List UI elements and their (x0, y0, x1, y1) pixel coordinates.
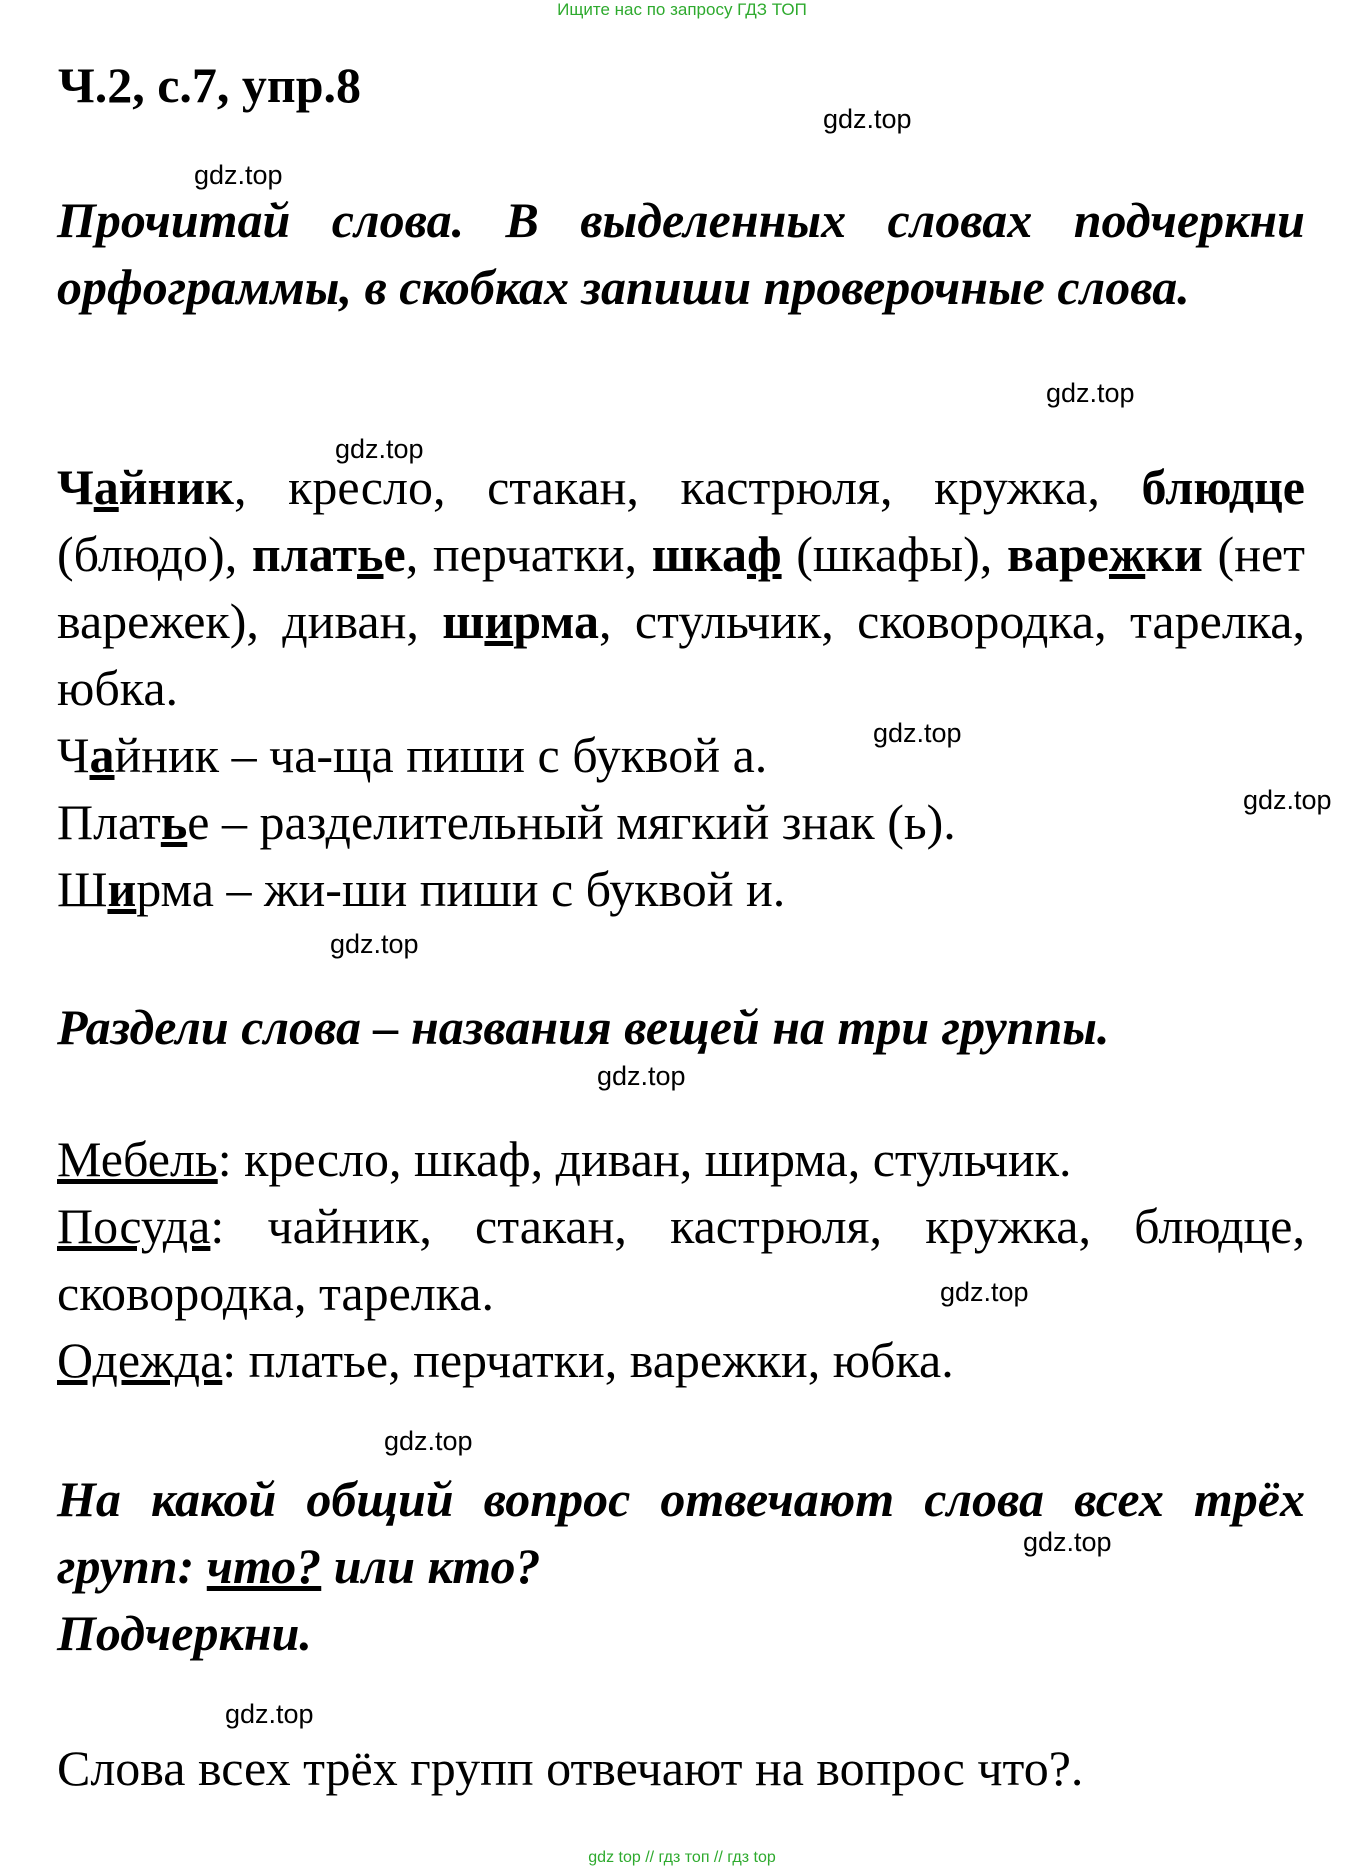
watermark: gdz.top (1243, 785, 1332, 815)
task-instruction-3-underline: Подчеркни. (57, 1605, 312, 1661)
footer-note: gdz top // гдз топ // гдз top (588, 1849, 776, 1866)
watermark: gdz.top (823, 104, 912, 134)
rule-line: Ширма – жи-ши пиши с буквой и. (57, 861, 786, 917)
top-search-note: Ищите нас по запросу ГДЗ ТОП (557, 0, 807, 19)
watermark: gdz.top (384, 1426, 473, 1456)
watermark: gdz.top (330, 929, 419, 959)
rule-line: Чайник – ча-ща пиши с буквой а. (57, 727, 768, 783)
watermark: gdz.top (1046, 378, 1135, 408)
answer-line: Слова всех трёх групп отвечают на вопрос что?. (57, 1740, 1084, 1796)
watermark: gdz.top (194, 160, 283, 190)
watermark: gdz.top (940, 1277, 1029, 1307)
watermark: gdz.top (873, 718, 962, 748)
group-line: Посуда: чайник, стакан, кастрюля, кружка, блюдце, сковородка, тарелка. (57, 1198, 1305, 1321)
watermark: gdz.top (597, 1061, 686, 1091)
watermark: gdz.top (225, 1699, 314, 1729)
group-line: Одежда: платье, перчатки, варежки, юбка. (57, 1332, 954, 1388)
rule-line: Платье – разделительный мягкий знак (ь). (57, 794, 956, 850)
watermark: gdz.top (1023, 1527, 1112, 1557)
page-title: Ч.2, с.7, упр.8 (58, 57, 362, 113)
task-instruction-1: Прочитай слова. В выделенных словах подчеркни орфограммы, в скобках запиши проверочные слова. (57, 192, 1305, 315)
task-instruction-3: На какой общий вопрос отвечают слова всех трёх групп: что? или кто? (57, 1471, 1305, 1594)
task-instruction-2: Раздели слова – названия вещей на три группы. (57, 999, 1110, 1055)
watermark: gdz.top (335, 434, 424, 464)
group-line: Мебель: кресло, шкаф, диван, ширма, стульчик. (57, 1131, 1072, 1187)
word-list: Чайник, кресло, стакан, кастрюля, кружка, блюдце (блюдо), платье, перчатки, шкаф (шкафы), варежки (нет варежек), диван, ширма, стульчик, сковородка, тарелка, юбка. (57, 459, 1306, 716)
